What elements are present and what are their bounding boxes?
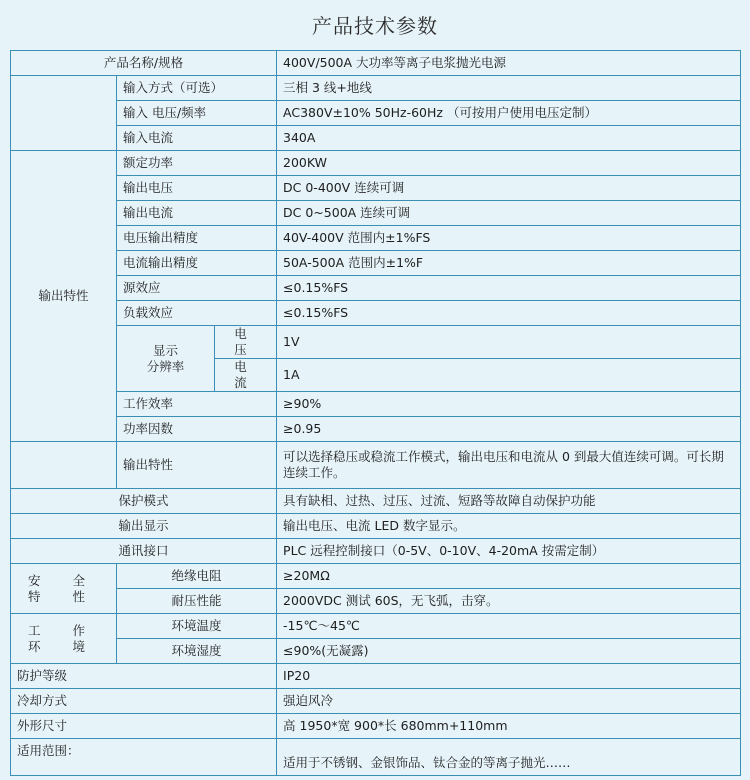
row-value-ip: IP20 [277,664,741,689]
safety-group-label [11,564,117,614]
row-value-withstand: 2000VDC 测试 60S，无飞弧，击穿。 [277,589,741,614]
row-value-env-temp: -15℃～45℃ [277,614,741,639]
table-row [11,301,741,326]
table-row [11,714,741,739]
table-row [11,392,741,417]
row-label-application: 适用范围： [11,739,277,776]
row-label-volt-prec: 电压输出精度 [117,226,277,251]
resolution-curr-value: 1A [277,359,741,392]
row-label-name: 产品名称/规格 [11,51,277,76]
row-value-load-eff: ≤0.15%FS [277,301,741,326]
row-label-dimensions: 外形尺寸 [11,714,277,739]
row-value-name: 400V/500A 大功率等离子电浆抛光电源 [277,51,741,76]
row-label-curr-prec: 电流输出精度 [117,251,277,276]
table-row [11,326,741,359]
row-label-pf: 功率因数 [117,417,277,442]
row-label-ip: 防护等级 [11,664,277,689]
row-label-input-mode: 输入方式（可选） [117,76,277,101]
env-group-line1: 工 作 [28,622,99,638]
row-value-curr-prec: 50A-500A 范围内±1%F [277,251,741,276]
resolution-volt-label: 电 压 [215,326,277,359]
row-value-protect: 具有缺相、过热、过压、过流、短路等故障自动保护功能 [277,489,741,514]
table-row [11,689,741,714]
row-label-rated-power: 额定功率 [117,151,277,176]
row-value-out-char: 可以选择稳压或稳流工作模式，输出电压和电流从 0 到最大值连续可调。可长期连续工作。 [277,442,741,489]
row-value-comm: PLC 远程控制接口（0-5V、0-10V、4-20mA 按需定制） [277,539,741,564]
row-value-rated-power: 200KW [277,151,741,176]
row-value-source-eff: ≤0.15%FS [277,276,741,301]
row-label-out-volt: 输出电压 [117,176,277,201]
row-value-input-curr: 340A [277,126,741,151]
table-row [11,101,741,126]
table-row [11,589,741,614]
row-label-display: 输出显示 [11,514,277,539]
row-label-input-curr: 输入电流 [117,126,277,151]
resolution-curr-label: 电 流 [215,359,277,392]
table-row [11,564,741,589]
row-value-input-mode: 三相 3 线+地线 [277,76,741,101]
row-label-out-char: 输出特性 [117,442,277,489]
table-row [11,76,741,101]
table-row [11,442,741,489]
table-row [11,639,741,664]
resolution-label-line1: 显示 [152,342,178,358]
row-value-application: 适用于不锈钢、金银饰品、钛合金的等离子抛光…… [277,739,741,776]
row-value-env-hum: ≤90%(无凝露) [277,639,741,664]
row-label-withstand: 耐压性能 [117,589,277,614]
row-value-out-curr: DC 0~500A 连续可调 [277,201,741,226]
env-group-label [11,614,117,664]
row-value-volt-prec: 40V-400V 范围内±1%FS [277,226,741,251]
table-row [11,51,741,76]
table-row [11,126,741,151]
table-row [11,514,741,539]
row-value-insulation: ≥20MΩ [277,564,741,589]
row-label-insulation: 绝缘电阻 [117,564,277,589]
resolution-label [117,326,215,392]
safety-group-line1: 安 全 [28,572,99,588]
table-row [11,276,741,301]
table-row [11,614,741,639]
table-row [11,489,741,514]
safety-group-line2: 特 性 [28,588,99,604]
row-label-load-eff: 负载效应 [117,301,277,326]
row-label-comm: 通讯接口 [11,539,277,564]
row-value-work-eff: ≥90% [277,392,741,417]
row-label-out-curr: 输出电流 [117,201,277,226]
table-row [11,251,741,276]
table-row [11,201,741,226]
table-row [11,176,741,201]
row-value-out-volt: DC 0-400V 连续可调 [277,176,741,201]
row-value-display: 输出电压、电流 LED 数字显示。 [277,514,741,539]
row-value-cooling: 强迫风冷 [277,689,741,714]
table-row [11,739,741,776]
input-group-cell [11,76,117,151]
row-label-cooling: 冷却方式 [11,689,277,714]
row-value-input-volt: AC380V±10% 50Hz-60Hz （可按用户使用电压定制） [277,101,741,126]
resolution-volt-value: 1V [277,326,741,359]
output-group-label: 输出特性 [11,151,117,442]
row-label-protect: 保护模式 [11,489,277,514]
row-label-input-volt: 输入 电压/频率 [117,101,277,126]
table-row [11,539,741,564]
spec-table [10,50,741,776]
row-label-env-temp: 环境温度 [117,614,277,639]
row-label-env-hum: 环境湿度 [117,639,277,664]
resolution-label-line2: 分辨率 [146,358,185,374]
env-group-line2: 环 境 [28,638,99,654]
row-label-source-eff: 源效应 [117,276,277,301]
out-char-empty-cell [11,442,117,489]
row-value-pf: ≥0.95 [277,417,741,442]
table-row [11,151,741,176]
row-label-work-eff: 工作效率 [117,392,277,417]
page-title: 产品技术参数 [312,14,438,38]
table-row [11,417,741,442]
table-row [11,664,741,689]
table-row [11,226,741,251]
row-value-dimensions: 高 1950*宽 900*长 680mm+110mm [277,714,741,739]
